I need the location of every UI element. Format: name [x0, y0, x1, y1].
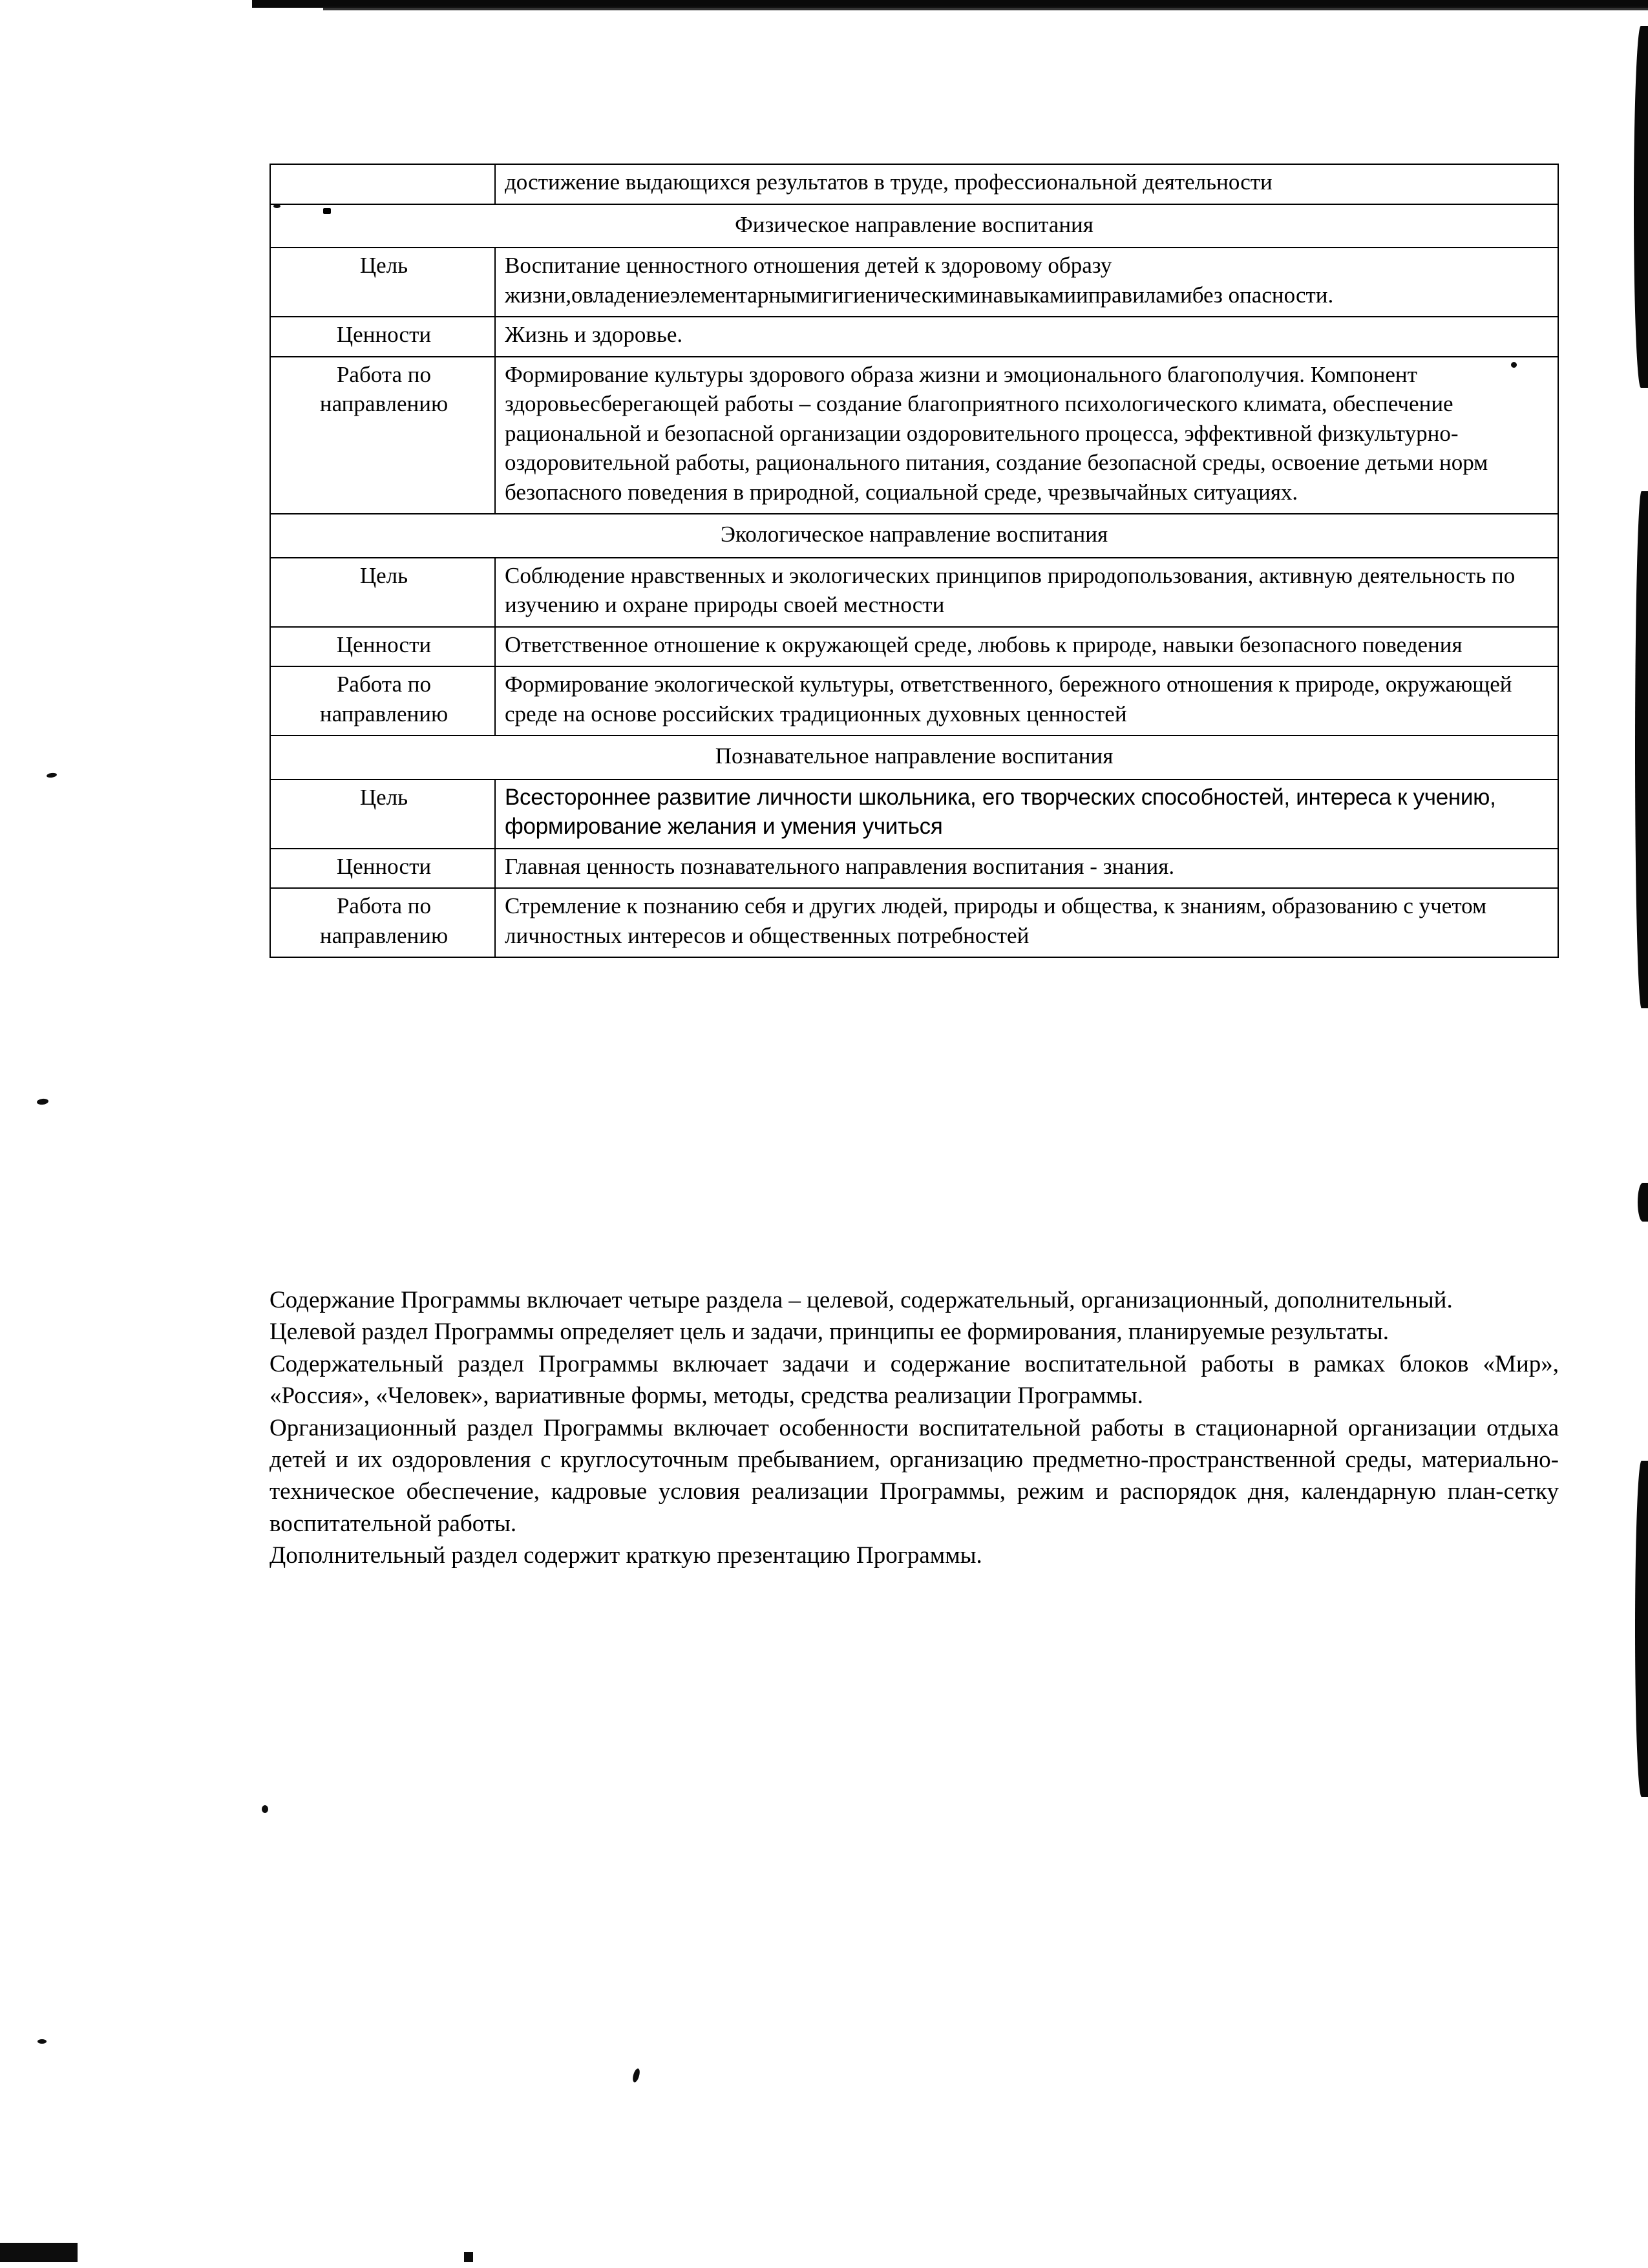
- scan-speck: [47, 772, 58, 778]
- row-content-cell: Главная ценность познавательного направления воспитания - знания.: [495, 849, 1558, 889]
- row-label: Цель: [359, 253, 408, 278]
- row-label-cell: [270, 666, 495, 736]
- directions-of-upbringing-table: [269, 164, 1559, 958]
- body-paragraphs: [269, 1284, 1559, 1572]
- table-row: [270, 888, 1558, 957]
- row-content-cell: Жизнь и здоровье.: [495, 317, 1558, 357]
- scan-speck: [464, 2252, 473, 2262]
- body-paragraph: Организационный раздел Программы включает особенности воспитательной работы в стационарной организации отдыха детей и их оздоровления с круглосуточным пребыванием, организацию предметно-пространственной среды, материально-техническое обеспечение, кадровые условия реализации Программы, режим и распорядок дня, календарную план-сетку воспитательной работы.: [269, 1414, 1559, 1537]
- scan-artifact-right-edge-1: [1634, 26, 1648, 388]
- row-label-cell: [270, 248, 495, 317]
- scan-speck: [0, 2243, 78, 2262]
- table-row: [270, 666, 1558, 736]
- scan-speck: [262, 1805, 268, 1813]
- row-content-cell: Формирование экологической культуры, ответственного, бережного отношения к природе, окружающей среде на основе российских традиционных духовных ценностей: [495, 666, 1558, 736]
- scan-artifact-right-edge-4: [1635, 1461, 1648, 1797]
- row-label: Ценности: [336, 631, 432, 657]
- table-section-header-row: [270, 204, 1558, 248]
- section-heading: Познавательное направление воспитания: [270, 736, 1558, 779]
- scan-artifact-right-edge-2: [1635, 491, 1648, 1008]
- table-row: [270, 558, 1558, 627]
- row-content-cell: Ответственное отношение к окружающей среде, любовь к природе, навыки безопасного поведения: [495, 627, 1558, 667]
- row-label: Работа по направлению: [319, 893, 449, 948]
- row-content-cell: Формирование культуры здорового образа жизни и эмоционального благополучия. Компонент здоровьесберегающей работы – создание благоприятного психологического климата, обеспечение рациональной и безопасной организации оздоровительного процесса, эффективной физкультурно-оздоровительной работы, рационального питания, создание безопасной среды, освоение детьми норм безопасного поведения в природной, социальной среде, чрезвычайных ситуациях.: [495, 357, 1558, 514]
- scan-speck: [37, 1098, 49, 1105]
- row-label: Работа по направлению: [319, 361, 449, 416]
- scan-speck: [323, 208, 331, 214]
- row-label: Ценности: [336, 322, 432, 347]
- table-row: [270, 317, 1558, 357]
- row-label: Работа по направлению: [319, 672, 449, 726]
- scan-artifact-top-band-2: [323, 6, 1648, 10]
- row-label: Ценности: [336, 853, 432, 879]
- scan-speck: [631, 2068, 641, 2083]
- scan-speck: [37, 2039, 47, 2044]
- body-paragraph: Содержательный раздел Программы включает задачи и содержание воспитательной работы в рамках блоков «Мир», «Россия», «Человек», вариативные формы, методы, средства реализации Программы.: [269, 1350, 1559, 1410]
- table-row: [270, 779, 1558, 849]
- row-label-cell: [270, 164, 495, 204]
- row-label-cell: [270, 779, 495, 849]
- body-paragraph: Содержание Программы включает четыре раздела – целевой, содержательный, организационный, дополнительный.: [269, 1287, 1453, 1313]
- row-content-cell: Соблюдение нравственных и экологических принципов природопользования, активную деятельность по изучению и охране природы своей местности: [495, 558, 1558, 627]
- row-content-cell: достижение выдающихся результатов в труде, профессиональной деятельности: [495, 164, 1558, 204]
- row-content-cell: Воспитание ценностного отношения детей к здоровому образу жизни,овладениеэлементарнымигигиеническиминавыкамииправиламибез опасности.: [495, 248, 1558, 317]
- row-label: Цель: [359, 784, 408, 810]
- table-section-header-row: [270, 514, 1558, 558]
- row-label-cell: [270, 849, 495, 889]
- row-label-cell: [270, 317, 495, 357]
- row-label-cell: [270, 357, 495, 514]
- scan-artifact-right-edge-3: [1638, 1183, 1648, 1222]
- table-body: [270, 164, 1558, 957]
- table-section-header-row: [270, 736, 1558, 779]
- row-content-cell: Всестороннее развитие личности школьника, его творческих способностей, интереса к учению, формирование желания и умения учиться: [495, 779, 1558, 849]
- table-row: [270, 849, 1558, 889]
- row-label: Цель: [359, 562, 408, 588]
- table-row: [270, 627, 1558, 667]
- table-row: [270, 164, 1558, 204]
- body-paragraph: Целевой раздел Программы определяет цель и задачи, принципы ее формирования, планируемые результаты.: [269, 1319, 1389, 1346]
- row-label-cell: [270, 558, 495, 627]
- section-heading: Физическое направление воспитания: [270, 204, 1558, 248]
- table-row: [270, 248, 1558, 317]
- row-content-cell: Стремление к познанию себя и других людей, природы и общества, к знаниям, образованию с учетом личностных интересов и общественных потребностей: [495, 888, 1558, 957]
- table-row: [270, 357, 1558, 514]
- body-paragraph: Дополнительный раздел содержит краткую презентацию Программы.: [269, 1542, 982, 1569]
- row-label-cell: [270, 627, 495, 667]
- section-heading: Экологическое направление воспитания: [270, 514, 1558, 558]
- row-label-cell: [270, 888, 495, 957]
